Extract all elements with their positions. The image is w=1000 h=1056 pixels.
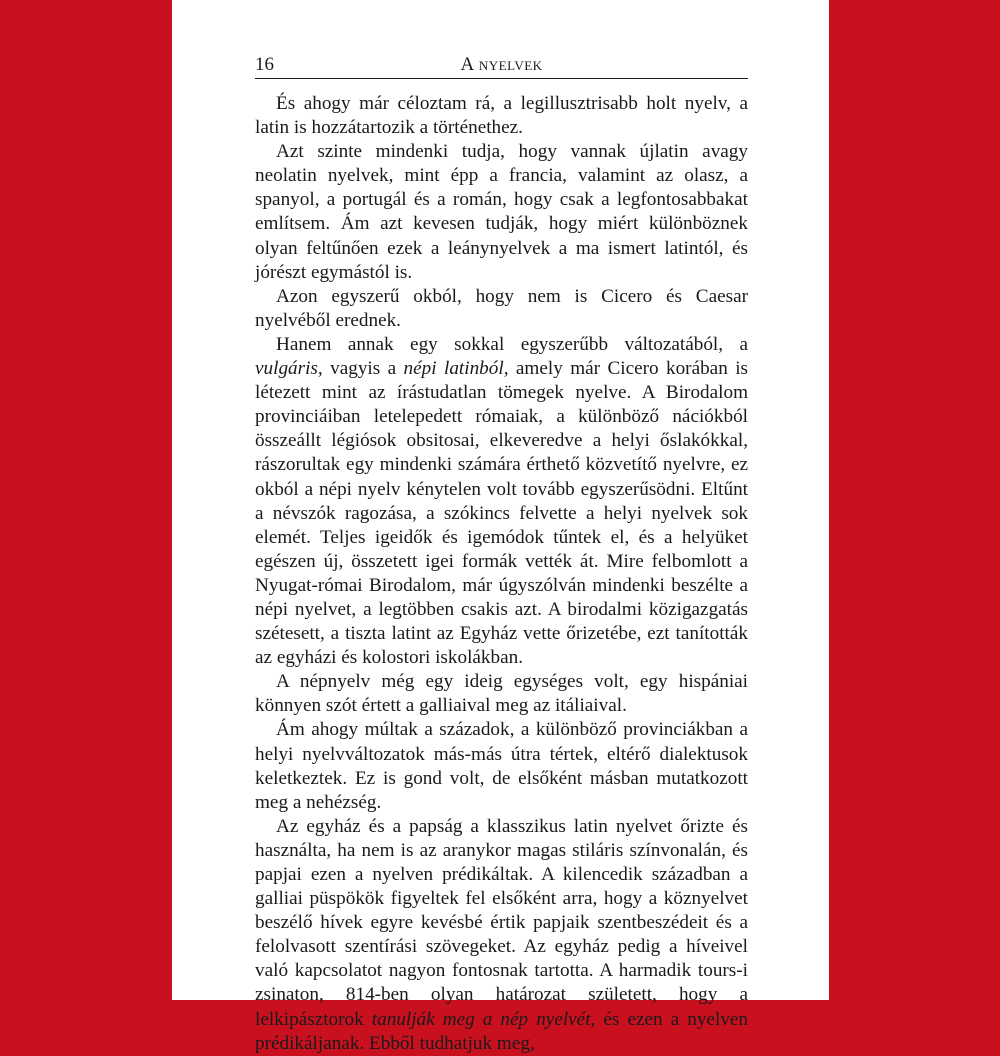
paragraph-5: A népnyelv még egy ideig egységes volt, egy hispániai könnyen szót értett a galliaival meg az itáliaival.: [255, 671, 748, 717]
body-text: [255, 92, 748, 1056]
paragraph-4-italic-vulgaris: vulgáris,: [255, 358, 323, 380]
paragraph-4: [255, 333, 748, 670]
paragraph-7-text-c: , és ezen a nyelven prédikáljanak. Ebből tudhatjuk meg,: [255, 1008, 748, 1054]
paragraph-7-italic-quote: tanulják meg a nép nyelvét: [371, 1008, 591, 1030]
paragraph-3: Azon egyszerű okból, hogy nem is Cicero és Caesar nyelvéből erednek.: [255, 285, 748, 331]
paragraph-1: És ahogy már céloztam rá, a legillusztrisabb holt nyelv, a latin is hozzátartozik a történethez.: [255, 93, 748, 139]
page-number: 16: [255, 54, 274, 75]
paragraph-4-text-a: Hanem annak egy sokkal egyszerűbb változatából, a: [276, 333, 748, 355]
paragraph-4-text-e: , amely már Cicero korában is létezett mint az írástudatlan tömegek nyelve. A Birodalom provinciáiban letelepedett rómaiak, a különböző nációkból összeállt légiósok obsitosai, elkeveredve a helyi őslakókkal, rászorultak egy mindenki számára érthető közvetítő nyelvre, ez okból a népi nyelv kénytelen volt tovább egyszerűsödni. Eltűnt a névszók ragozása, a szókincs felvette a helyi nyelvek sok elemét. Teljes igeidők és igemódok tűntek el, és a helyüket egészen új, összetett igei formák vették át. Mire felbomlott a Nyugat-római Birodalom, már úgyszólván mindenki beszélte a népi nyelvet, a legtöbben csakis azt. A birodalmi közigazgatás szétesett, a tiszta latint az Egyház vette őrizetébe, ezt tanították az egyházi és kolostori iskolákban.: [255, 358, 749, 669]
running-head: A nyelvek: [460, 54, 543, 75]
paragraph-7-text-a: Az egyház és a papság a klasszikus latin nyelvet őrizte és használta, ha nem is az aranykor magas stiláris színvonalán, és papjai ezen a nyelven prédikáltak. A kilencedik században a galliai püspökök figyeltek fel elsőként arra, hogy a köznyelvet beszélő hívek egyre kevésbé értik papjaik szentbeszédeit és a felolvasott szentírási szövegeket. Az egyház pedig a híveivel való kapcsolatot nagyon fontosnak tartotta. A harmadik tours-i zsinaton, 814-ben olyan határozat született, hogy a lelkipásztorok: [255, 815, 748, 1030]
paragraph-4-italic-nepi-latin: népi latinból: [403, 358, 504, 380]
paragraph-4-text-c: vagyis a: [322, 358, 404, 380]
page-header: [255, 50, 748, 79]
paragraph-7: [255, 815, 748, 1056]
book-page: [172, 0, 829, 1054]
paragraph-6: Ám ahogy múltak a századok, a különböző provinciákban a helyi nyelvváltozatok más-más útra tértek, eltérő dialektusok keletkeztek. Ez is gond volt, de elsőként másban mutatkozott meg a nehézség.: [255, 719, 748, 813]
paragraph-2: Azt szinte mindenki tudja, hogy vannak újlatin avagy neolatin nyelvek, mint épp a francia, valamint az olasz, a spanyol, a portugál és a román, hogy csak a legfontosabbakat említsem. Ám azt kevesen tudják, hogy miért különböznek olyan feltűnően ezek a leánynyelvek a ma ismert latintól, és jórészt egymástól is.: [255, 141, 748, 283]
